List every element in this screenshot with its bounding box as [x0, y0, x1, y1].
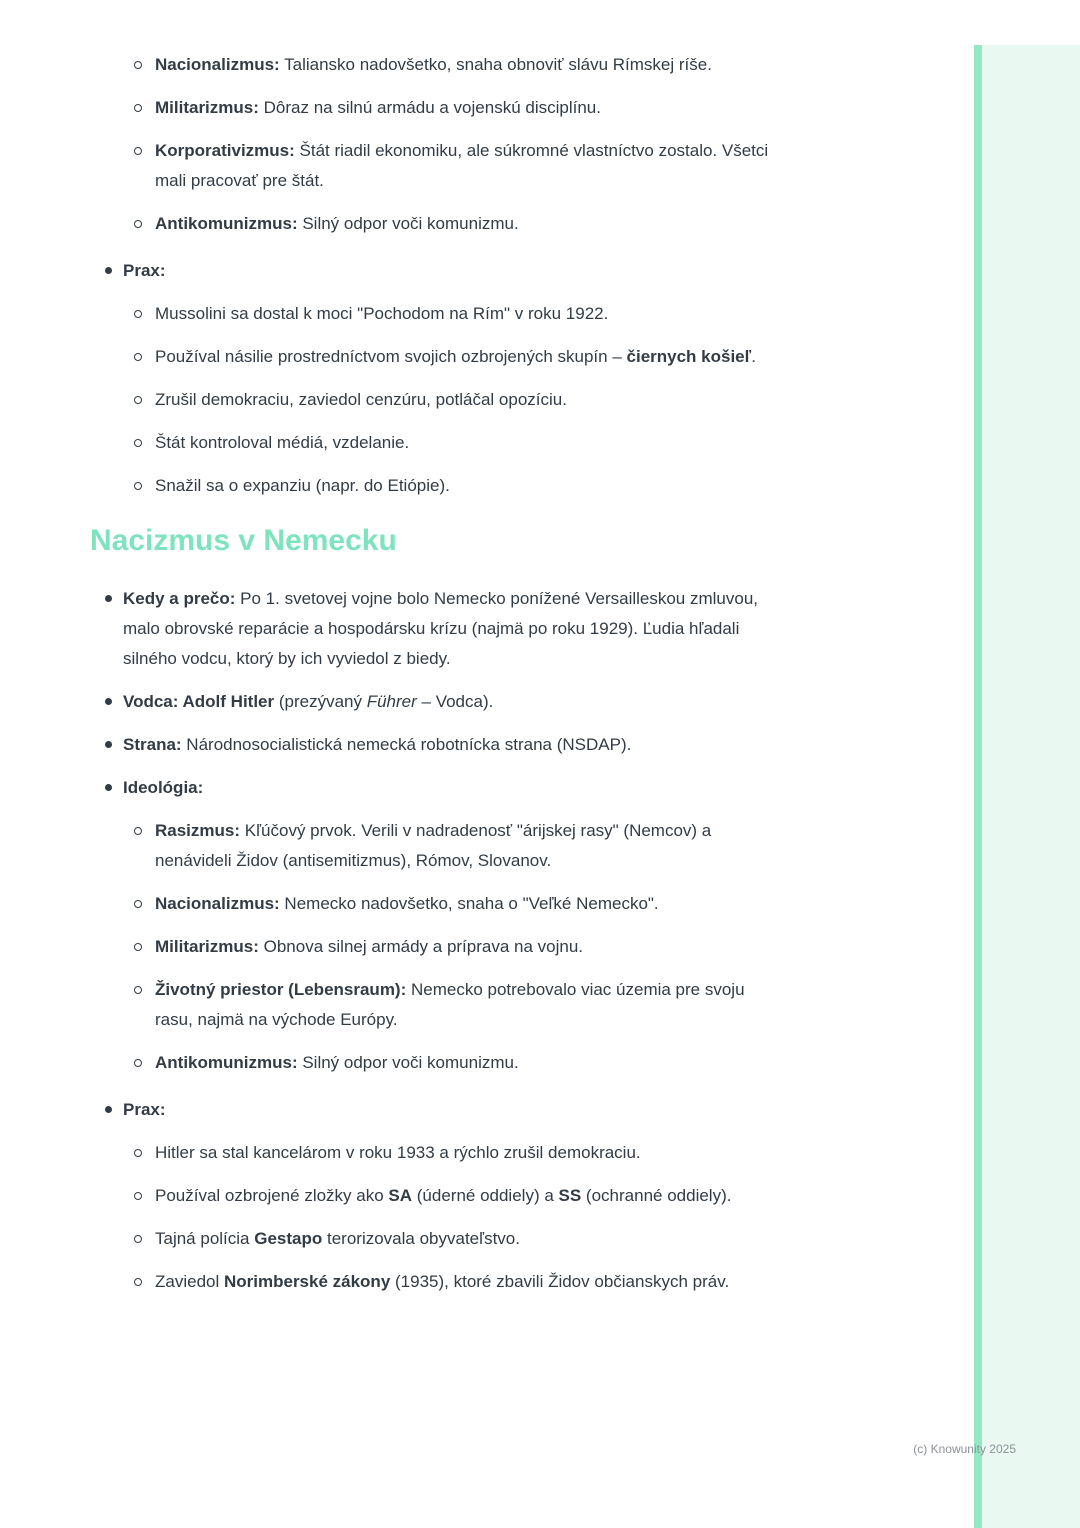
list-item [123, 816, 785, 876]
bullet-hollow-icon [134, 439, 142, 447]
list-item-text: Používal ozbrojené zložky ako SA (úderné oddiely) a SS (ochranné oddiely). [155, 1186, 732, 1205]
bullet-hollow-icon [134, 986, 142, 994]
list-item-text: Vodca: Adolf Hitler (prezývaný Führer – Vodca). [123, 692, 494, 711]
bullet-hollow-icon [134, 220, 142, 228]
list-item-text: Nacionalizmus: Taliansko nadovšetko, snaha obnoviť slávu Rímskej ríše. [155, 55, 712, 74]
list-item [90, 209, 785, 239]
list-item-text: Zaviedol Norimberské zákony (1935), ktoré zbavili Židov občianskych práv. [155, 1272, 730, 1291]
list-item-text: Používal násilie prostredníctvom svojich ozbrojených skupín – čiernych košieľ. [155, 347, 756, 366]
bullet-hollow-icon [134, 396, 142, 404]
list-item-text: Hitler sa stal kancelárom v roku 1933 a rýchlo zrušil demokraciu. [155, 1143, 641, 1162]
list-item [90, 687, 785, 717]
list-item [123, 299, 785, 329]
bullet-hollow-icon [134, 943, 142, 951]
list-item-text: Antikomunizmus: Silný odpor voči komunizmu. [155, 1053, 519, 1072]
list-item-text: Štát kontroloval médiá, vzdelanie. [155, 433, 410, 452]
bullet-hollow-icon [134, 61, 142, 69]
list-item [123, 385, 785, 415]
list-item-text: Strana: Národnosocialistická nemecká robotnícka strana (NSDAP). [123, 735, 632, 754]
list-item [123, 975, 785, 1035]
list-item [123, 1048, 785, 1078]
list-item [90, 93, 785, 123]
list-item-text: Prax: [123, 261, 166, 280]
list-item-text: Tajná polícia Gestapo terorizovala obyvateľstvo. [155, 1229, 520, 1248]
nazism-ideologia-list [123, 816, 785, 1078]
bullet-filled-icon [105, 698, 112, 705]
fascism-ideology-list [90, 50, 785, 239]
bullet-hollow-icon [134, 104, 142, 112]
list-item-text: Mussolini sa dostal k moci "Pochodom na Rím" v roku 1922. [155, 304, 609, 323]
bullet-hollow-icon [134, 147, 142, 155]
list-item [123, 342, 785, 372]
bullet-hollow-icon [134, 1059, 142, 1067]
section-heading: Nacizmus v Nemecku [90, 524, 397, 557]
fascism-prax-group [90, 256, 785, 501]
decor-stripe-dark [974, 45, 982, 1528]
bullet-hollow-icon [134, 1192, 142, 1200]
bullet-filled-icon [105, 1106, 112, 1113]
copyright-footer: (c) Knowunity 2025 [913, 1442, 1016, 1456]
bullet-hollow-icon [134, 310, 142, 318]
list-item-text: Životný priestor (Lebensraum): Nemecko potrebovalo viac územia pre svoju rasu, najmä na východe Európy. [155, 980, 745, 1029]
list-item [123, 1181, 785, 1211]
list-item-text: Militarizmus: Obnova silnej armády a príprava na vojnu. [155, 937, 584, 956]
decor-stripe-light [982, 45, 1080, 1528]
list-item [90, 136, 785, 196]
list-item [90, 1095, 785, 1297]
list-item-text: Nacionalizmus: Nemecko nadovšetko, snaha o "Veľké Nemecko". [155, 894, 659, 913]
nazism-list [90, 584, 785, 1297]
list-item [90, 50, 785, 80]
list-item [90, 256, 785, 501]
list-item-text: Militarizmus: Dôraz na silnú armádu a vojenskú disciplínu. [155, 98, 601, 117]
list-item-text: Antikomunizmus: Silný odpor voči komunizmu. [155, 214, 519, 233]
bullet-filled-icon [105, 595, 112, 602]
nazism-prax-list [123, 1138, 785, 1297]
list-item [123, 1138, 785, 1168]
list-item [123, 1224, 785, 1254]
list-item [90, 730, 785, 760]
bullet-hollow-icon [134, 1278, 142, 1286]
bullet-hollow-icon [134, 900, 142, 908]
bullet-hollow-icon [134, 353, 142, 361]
list-item [123, 471, 785, 501]
list-item-text: Korporativizmus: Štát riadil ekonomiku, ale súkromné vlastníctvo zostalo. Všetci mali pracovať pre štát. [155, 141, 769, 190]
bullet-filled-icon [105, 784, 112, 791]
list-item [90, 773, 785, 1078]
list-item-text: Snažil sa o expanziu (napr. do Etiópie). [155, 476, 450, 495]
list-item [123, 889, 785, 919]
fascism-prax-list [123, 299, 785, 501]
list-item-text: Rasizmus: Kľúčový prvok. Verili v nadradenosť "árijskej rasy" (Nemcov) a nenávideli Židov (antisemitizmus), Rómov, Slovanov. [155, 821, 712, 870]
list-item-text: Zrušil demokraciu, zaviedol cenzúru, potláčal opozíciu. [155, 390, 567, 409]
bullet-filled-icon [105, 267, 112, 274]
list-item [123, 428, 785, 458]
bullet-filled-icon [105, 741, 112, 748]
bullet-hollow-icon [134, 482, 142, 490]
list-item [123, 932, 785, 962]
list-item-text: Ideológia: [123, 778, 204, 797]
list-item-text: Kedy a prečo: Po 1. svetovej vojne bolo Nemecko ponížené Versailleskou zmluvou, malo obrovské reparácie a hospodársku krízu (najmä po roku 1929). Ľudia hľadali silného vodcu, ktorý by ich vyviedol z biedy. [123, 589, 759, 668]
list-item-text: Prax: [123, 1100, 166, 1119]
document-content [90, 50, 785, 1310]
bullet-hollow-icon [134, 827, 142, 835]
bullet-hollow-icon [134, 1235, 142, 1243]
list-item [123, 1267, 785, 1297]
bullet-hollow-icon [134, 1149, 142, 1157]
list-item [90, 584, 785, 674]
